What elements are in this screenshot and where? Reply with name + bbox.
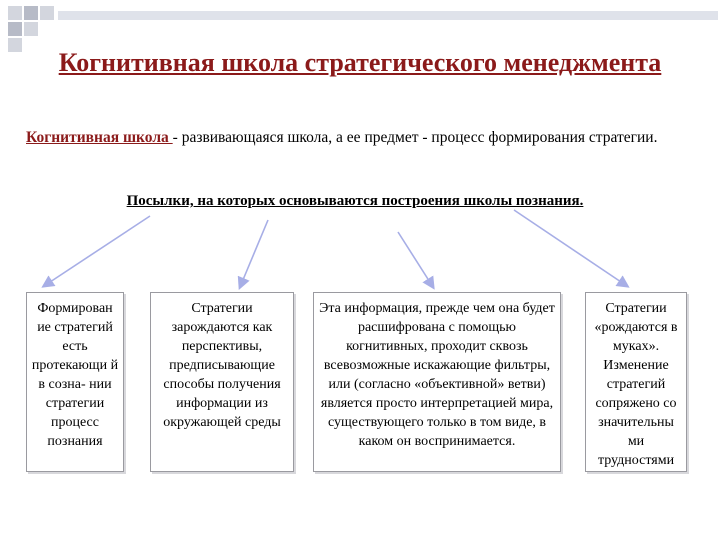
premise-box-1: Формирован ие стратегий есть протекающи й в созна- нии стратегии процесс познания	[26, 292, 124, 472]
arrow-to-box-2	[240, 220, 268, 287]
definition-term: Когнитивная школа	[26, 129, 173, 146]
premise-box-2: Стратегии зарождаются как перспективы, предписывающие способы получения информации из окружающей среды	[150, 292, 294, 472]
page-title: Когнитивная школа стратегического менеджмента	[58, 48, 662, 77]
arrow-to-box-4	[514, 210, 627, 286]
premise-box-4: Стратегии «рождаются в муках». Изменение стратегий сопряжено со значительны ми трудностями	[585, 292, 687, 472]
premise-box-3: Эта информация, прежде чем она будет расшифрована с помощью когнитивных, проходит сквозь всевозможные искажающие фильтры, или (согласно «объективной» ветви) является просто интерпретацией мира, существующего только в том виде, в каком он воспринимается.	[313, 292, 561, 472]
arrow-to-box-1	[44, 216, 150, 286]
definition-text: - развивающаяся школа, а ее предмет - процесс формирования стратегии.	[172, 129, 658, 146]
premise-heading: Посылки, на которых основываются построения школы познания.	[126, 193, 584, 209]
arrow-to-box-3	[398, 232, 433, 287]
